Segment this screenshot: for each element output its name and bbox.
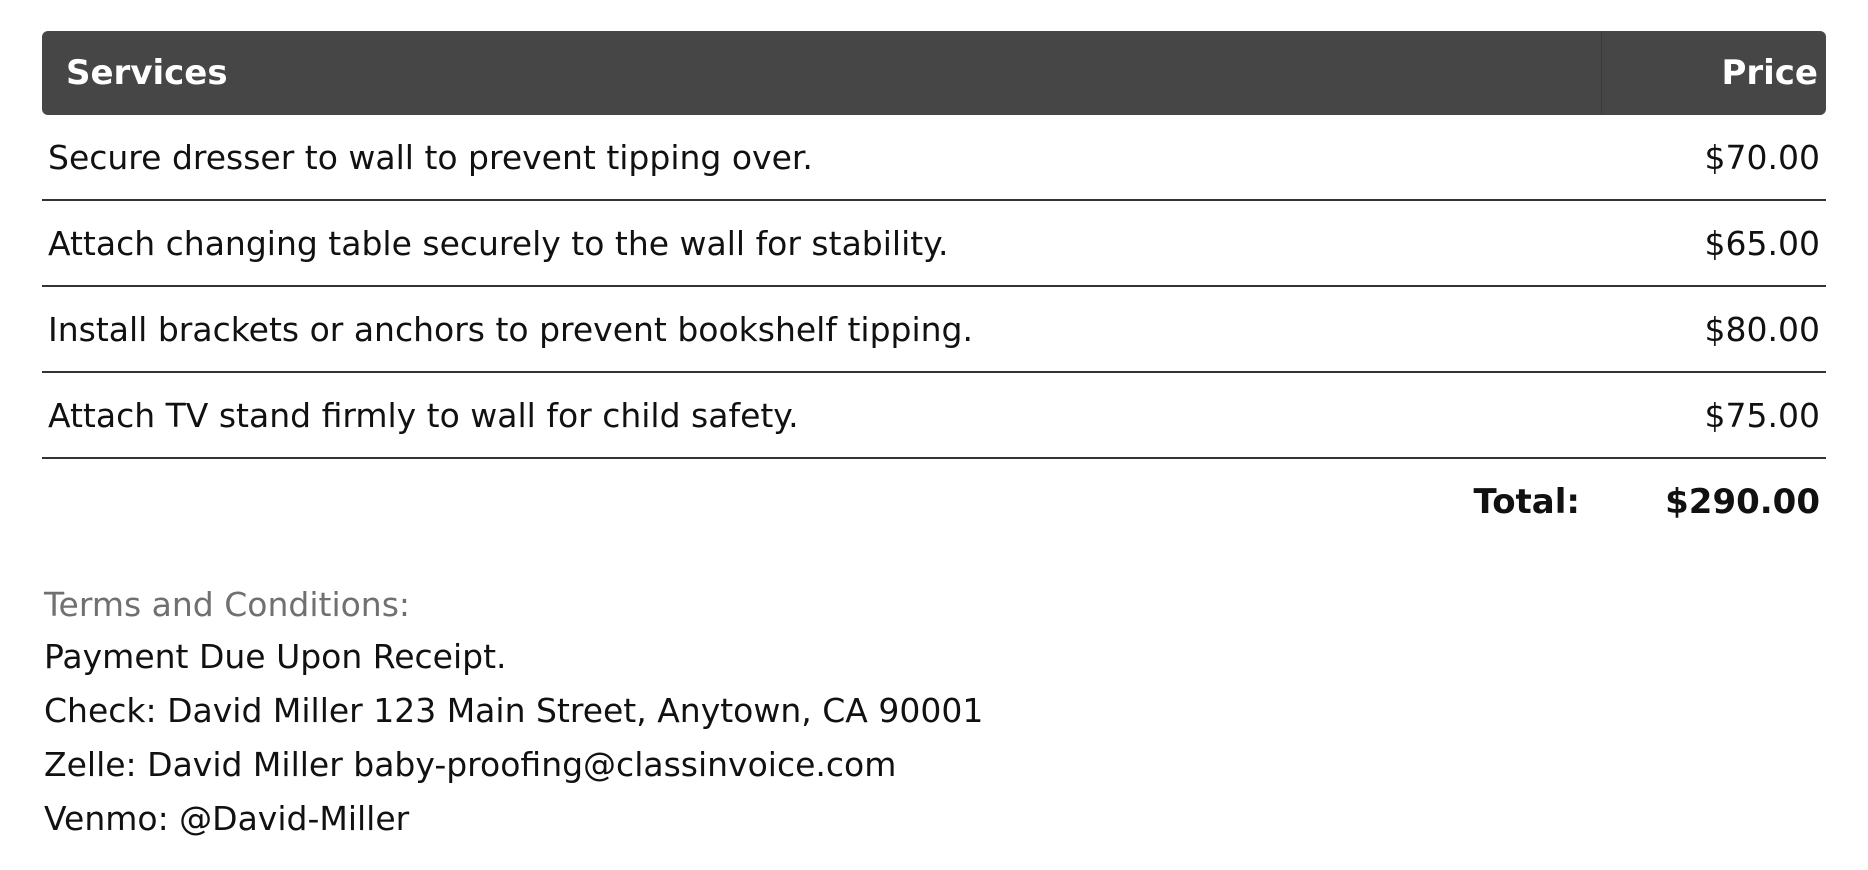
total-row (42, 459, 1826, 545)
service-description: Attach changing table securely to the wall for stability. (48, 223, 949, 263)
check-payment-line: Check: David Miller 123 Main Street, Anytown, CA 90001 (44, 691, 984, 730)
table-header (42, 31, 1826, 115)
venmo-payment-line: Venmo: @David-Miller (44, 799, 410, 838)
service-description: Install brackets or anchors to prevent bookshelf tipping. (48, 309, 973, 349)
services-table (42, 31, 1826, 545)
services-column-header: Services (42, 31, 1602, 115)
service-description: Secure dresser to wall to prevent tipping over. (48, 137, 813, 177)
table-row (42, 287, 1826, 373)
service-price: $80.00 (1704, 309, 1820, 349)
table-row (42, 373, 1826, 459)
table-row (42, 201, 1826, 287)
zelle-payment-line: Zelle: David Miller baby-proofing@classinvoice.com (44, 745, 897, 784)
terms-heading: Terms and Conditions: (44, 585, 411, 624)
price-column-header: Price (1721, 53, 1818, 93)
total-value: $290.00 (1665, 482, 1820, 522)
service-description: Attach TV stand firmly to wall for child safety. (48, 395, 799, 435)
table-row (42, 115, 1826, 201)
service-price: $70.00 (1704, 137, 1820, 177)
service-price: $65.00 (1704, 223, 1820, 263)
service-price: $75.00 (1704, 395, 1820, 435)
total-label: Total: (1473, 482, 1580, 522)
terms-section (44, 580, 1244, 846)
payment-due-line: Payment Due Upon Receipt. (44, 637, 507, 676)
